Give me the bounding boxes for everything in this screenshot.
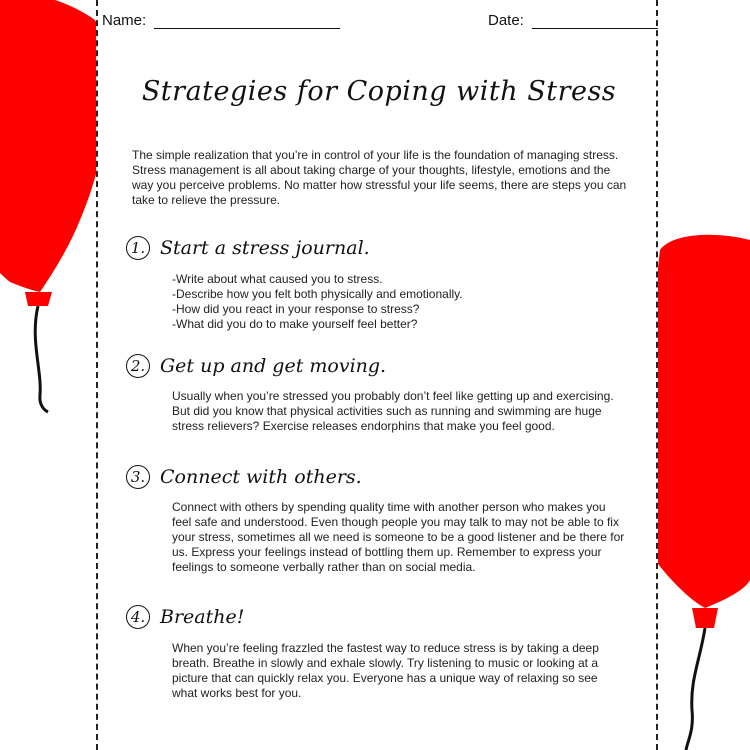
step-4-body — [172, 641, 626, 701]
left-balloon-icon — [0, 0, 110, 420]
step-number-badge: 3. — [126, 465, 150, 489]
date-field[interactable] — [488, 12, 658, 29]
step-title: Start a stress journal. — [160, 237, 370, 259]
step-title: Get up and get moving. — [160, 355, 387, 377]
step-number-badge: 2. — [126, 354, 150, 378]
step-number-badge: 1. — [126, 236, 150, 260]
step-number-badge: 4. — [126, 605, 150, 629]
step-paragraph: Connect with others by spending quality time with another person who makes you feel safe and understood. Even though people you may talk to may not be able to fix your stress, sometimes all we need is someone to be a good listener and be there for us. Express your feelings instead of bottling them up. Remember to express your feelings to someone verbally rather than on social media. — [172, 500, 625, 574]
intro-paragraph: The simple realization that you’re in control of your life is the foundation of managing stress. Stress management is all about taking charge of your thoughts, lifestyle, emotions and the way you perceive problems. No matter how stressful your life seems, there are steps you can take to relieve the pressure. — [132, 148, 627, 207]
step-2-heading — [126, 354, 386, 378]
step-paragraph: Usually when you’re stressed you probably don’t feel like getting up and exercising. But did you know that physical activities such as running and swimming are huge stress relievers? Exercise releases endorphins that make you feel good. — [172, 389, 614, 433]
step-4-heading — [126, 605, 244, 629]
date-blank-line[interactable] — [532, 14, 658, 29]
name-blank-line[interactable] — [154, 14, 340, 29]
list-item: -Describe how you felt both physically and emotionally. — [172, 287, 463, 301]
page-title: Strategies for Coping with Stress — [141, 76, 617, 107]
step-1-body — [172, 272, 626, 332]
list-item: -Write about what caused you to stress. — [172, 272, 383, 286]
name-label: Name: — [102, 12, 147, 29]
list-item: -How did you react in your response to stress? — [172, 302, 420, 316]
worksheet — [96, 0, 658, 750]
right-balloon-icon — [650, 230, 750, 750]
step-1-heading — [126, 236, 370, 260]
step-3-heading — [126, 465, 362, 489]
name-field[interactable] — [102, 12, 340, 29]
step-3-body — [172, 500, 626, 575]
list-item: -What did you do to make yourself feel better? — [172, 317, 418, 331]
step-paragraph: When you’re feeling frazzled the fastest way to reduce stress is by taking a deep breath. Breathe in slowly and exhale slowly. Try listening to music or looking at a picture that can quickly relax you. Everyone has a unique way of relaxing so see what works best for you. — [172, 641, 599, 700]
step-title: Breathe! — [160, 606, 245, 628]
step-title: Connect with others. — [160, 466, 362, 488]
step-2-body — [172, 389, 626, 434]
date-label: Date: — [488, 12, 524, 29]
